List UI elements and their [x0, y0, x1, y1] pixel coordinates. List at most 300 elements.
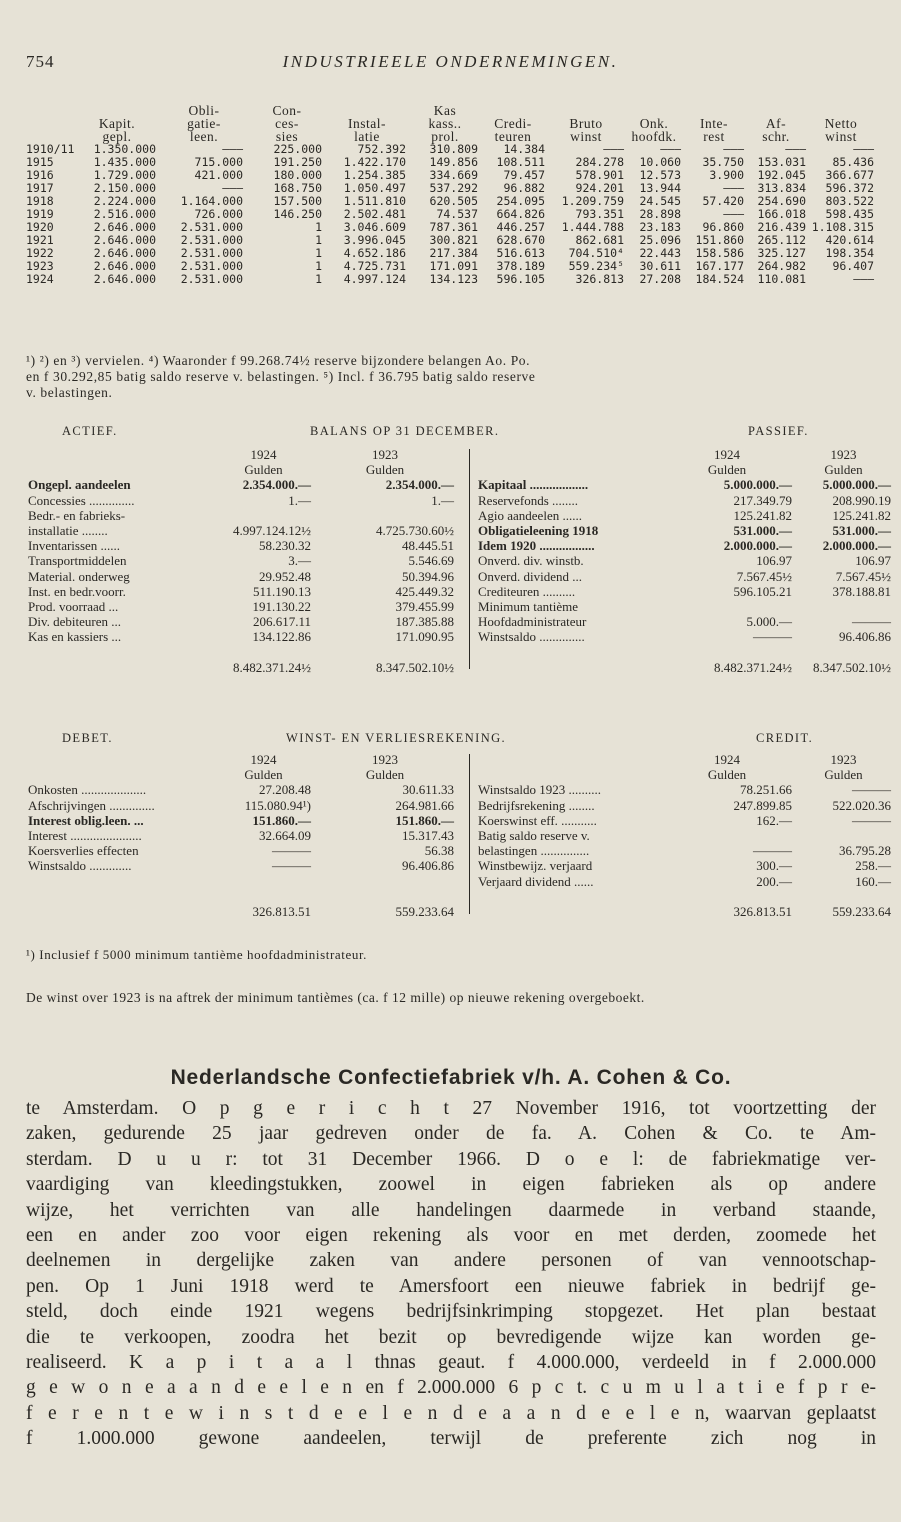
year-label: 1924: [250, 752, 277, 767]
column-heading: Af-: [765, 116, 787, 131]
value-cell: 704.510⁴: [568, 246, 624, 260]
text-line: zaken, gedurende 25 jaar gedreven onder de fa. A. Cohen & Co. te Am-: [26, 1123, 876, 1145]
value-cell: 12.573: [639, 168, 681, 182]
total-1924: 326.813.51: [733, 903, 792, 919]
value-cell: 1.108.315: [811, 220, 874, 234]
year-cell: 1924: [26, 272, 54, 286]
value-1924: 125.241.82: [733, 507, 792, 523]
value-cell: 2.646.000: [93, 259, 156, 273]
account-row: [26, 507, 891, 523]
total-1923: 559.233.64: [395, 903, 454, 919]
value-1923: 151.860.—: [395, 812, 454, 828]
value-cell: 57.420: [702, 194, 744, 208]
value-1923: 171.090.95: [395, 629, 454, 645]
value-cell: 516.613: [496, 246, 545, 260]
value-1923: 5.000.000.—: [822, 477, 891, 493]
column-divider: [469, 449, 470, 669]
unit-header-row: [26, 462, 876, 477]
value-1923: 208.990.19: [832, 492, 891, 508]
value-cell: 2.646.000: [93, 220, 156, 234]
line-item-label: belastingen ...............: [478, 843, 590, 859]
line-item-label: Onverd. dividend ...: [478, 568, 582, 584]
table-row: [26, 272, 876, 285]
column-heading: sies: [275, 129, 299, 144]
value-1923: 522.020.36: [832, 797, 891, 813]
text-line: f 1.000.000 gewone aandeelen, terwijl de preferente zich nog in: [26, 1428, 876, 1450]
line-item-label: Idem 1920 .................: [478, 538, 595, 554]
year-cell: 1921: [26, 233, 54, 247]
value-1923: 425.449.32: [395, 583, 454, 599]
value-cell: ———: [853, 142, 874, 156]
account-row: [26, 477, 891, 493]
account-row: [26, 522, 891, 538]
value-cell: 1.209.759: [561, 194, 624, 208]
table-row: [26, 246, 876, 259]
line-item-label: Kas en kassiers ...: [28, 629, 122, 645]
value-cell: 1: [315, 272, 322, 286]
value-cell: 13.944: [639, 181, 681, 195]
value-cell: 151.860: [695, 233, 744, 247]
account-row: [26, 553, 891, 569]
value-1924: 1.—: [288, 492, 311, 508]
page-number: 754: [26, 52, 55, 71]
value-cell: ———: [723, 207, 744, 221]
value-cell: 620.505: [429, 194, 478, 208]
value-1924: 32.664.09: [259, 827, 311, 843]
value-cell: 1: [315, 246, 322, 260]
value-1924: 58.230.32: [259, 538, 311, 554]
line-item-label: Minimum tantième: [478, 598, 579, 614]
total-1924: 326.813.51: [252, 903, 311, 919]
value-cell: ———: [660, 142, 681, 156]
account-row: [26, 599, 876, 614]
value-cell: 2.531.000: [180, 233, 243, 247]
column-heading: Inte-: [700, 116, 728, 131]
value-1923: 5.546.69: [408, 553, 454, 569]
value-1924: 4.997.124.12½: [233, 522, 311, 538]
account-row: [26, 492, 891, 508]
account-row: [26, 828, 876, 843]
line-item-label: Hoofdadministrateur: [478, 614, 587, 630]
header-row: [26, 129, 876, 142]
value-1923: 96.406.86: [402, 858, 454, 874]
column-heading: Credi-: [494, 116, 532, 131]
line-item-label: Winstbewijz. verjaard: [478, 858, 593, 874]
year-header-row: [26, 447, 876, 462]
note-line: v. belastingen.: [26, 385, 113, 400]
table-row: [26, 181, 876, 194]
text-line: steld, doch einde 1921 wegens bedrijfsinkrimping stopgezet. Het plan bestaat: [26, 1301, 876, 1323]
value-cell: 2.224.000: [93, 194, 156, 208]
account-row: [26, 873, 891, 889]
line-item-label: Koersverlies effecten: [28, 843, 139, 859]
value-cell: 1: [315, 233, 322, 247]
line-item-label: Koerswinst eff. ...........: [478, 812, 597, 828]
unit-label: Gulden: [244, 767, 283, 783]
value-cell: 787.361: [429, 220, 478, 234]
value-1924: 5.000.—: [746, 614, 792, 630]
value-cell: 149.856: [429, 155, 478, 169]
value-1924: ———: [272, 858, 311, 874]
unit-label: Gulden: [824, 767, 863, 783]
text-line: vaardiging van kleedingstukken, zoowel in eigen fabrieken als op andere: [26, 1174, 876, 1196]
unit-label: Gulden: [244, 462, 283, 478]
value-cell: 216.439: [757, 220, 806, 234]
value-cell: 265.112: [757, 233, 806, 247]
column-heading: Onk.: [639, 116, 669, 131]
value-cell: 168.750: [273, 181, 322, 195]
line-item-label: Concessies ..............: [28, 492, 135, 508]
account-row: [26, 583, 891, 599]
value-1923: 30.611.33: [402, 782, 454, 798]
value-cell: 578.901: [575, 168, 624, 182]
value-1924: ———: [753, 629, 792, 645]
value-cell: ———: [785, 142, 806, 156]
value-1924: 247.899.85: [733, 797, 792, 813]
page-header: [26, 52, 875, 76]
value-1923: ———: [852, 614, 891, 630]
year-label: 1923: [372, 752, 398, 767]
value-cell: ———: [723, 142, 744, 156]
value-1923: ———: [852, 812, 891, 828]
column-heading: Obli-: [188, 103, 220, 118]
line-item-label: Ongepl. aandeelen: [28, 477, 131, 493]
value-cell: 537.292: [429, 181, 478, 195]
value-cell: 30.611: [639, 259, 681, 273]
value-cell: 284.278: [575, 155, 624, 169]
value-cell: 158.586: [695, 246, 744, 260]
value-cell: 1: [315, 220, 322, 234]
value-cell: 1.511.810: [343, 194, 406, 208]
value-cell: 184.524: [695, 272, 744, 286]
value-1924: 2.000.000.—: [723, 538, 792, 554]
value-cell: 191.250: [273, 155, 322, 169]
value-1924: 134.122.86: [252, 629, 311, 645]
value-cell: 74.537: [436, 207, 478, 221]
value-1923: 125.241.82: [832, 507, 891, 523]
value-1923: 7.567.45½: [835, 568, 891, 584]
account-row: [26, 614, 891, 630]
value-1924: 2.354.000.—: [242, 477, 311, 493]
value-cell: 4.725.731: [343, 259, 406, 273]
value-cell: 167.177: [695, 259, 744, 273]
value-1923: 4.725.730.60½: [376, 522, 454, 538]
value-1923: 531.000.—: [832, 522, 891, 538]
value-1923: 48.445.51: [402, 538, 454, 554]
value-1923: 36.795.28: [839, 843, 891, 859]
profit-note: De winst over 1923 is na aftrek der minimum tantièmes (ca. f 12 mille) op nieuwe rekening overgeboekt.: [26, 990, 645, 1005]
value-cell: 157.500: [273, 194, 322, 208]
table-row: [26, 220, 876, 233]
value-cell: 3.046.609: [343, 220, 406, 234]
text-line: realiseerd. K a p i t a a l thnas geaut. f 4.000.000, verdeeld in f 2.000.000: [26, 1351, 876, 1373]
year-label: 1924: [714, 447, 740, 462]
total-1923: 559.233.64: [832, 903, 891, 919]
value-1924: 151.860.—: [252, 812, 311, 828]
header-row: [26, 103, 876, 116]
unit-label: Gulden: [824, 462, 863, 478]
line-item-label: Agio aandeelen ......: [478, 507, 582, 523]
header-row: [26, 116, 876, 129]
value-cell: 421.000: [194, 168, 243, 182]
table-row: [26, 168, 876, 181]
value-cell: 378.189: [496, 259, 545, 273]
value-cell: 10.060: [639, 155, 681, 169]
column-heading: kass..: [428, 116, 462, 131]
value-cell: 1.164.000: [180, 194, 243, 208]
value-1924: 7.567.45½: [736, 568, 792, 584]
year-cell: 1919: [26, 207, 54, 221]
year-cell: 1910/11: [26, 142, 75, 156]
value-1924: 511.190.13: [252, 583, 311, 599]
value-cell: 22.443: [639, 246, 681, 260]
company-description: [26, 1096, 876, 1451]
total-1923: 8.347.502.10½: [813, 659, 891, 675]
value-cell: 596.372: [825, 181, 874, 195]
value-1923: ———: [852, 782, 891, 798]
value-1923: 96.406.86: [839, 629, 891, 645]
line-item-label: Afschrijvingen ..............: [28, 797, 155, 813]
value-cell: 2.516.000: [93, 207, 156, 221]
value-cell: 334.669: [429, 168, 478, 182]
value-1923: 258.—: [855, 858, 891, 874]
value-cell: 1.254.385: [343, 168, 406, 182]
line-item-label: Bedrijfsrekening ........: [478, 797, 595, 813]
value-cell: 715.000: [194, 155, 243, 169]
line-item-label: Kapitaal ..................: [478, 477, 589, 493]
year-cell: 1918: [26, 194, 54, 208]
account-row: [26, 782, 891, 798]
total-1923: 8.347.502.10½: [376, 659, 454, 675]
table-row: [26, 233, 876, 246]
value-cell: 4.652.186: [343, 246, 406, 260]
value-cell: 96.407: [832, 259, 874, 273]
year-label: 1923: [830, 752, 857, 767]
value-1923: 378.188.81: [832, 583, 891, 599]
value-1924: 115.080.94¹): [244, 797, 311, 813]
spacer-row: [26, 889, 876, 904]
value-cell: 14.384: [503, 142, 545, 156]
value-cell: 2.531.000: [180, 259, 243, 273]
value-cell: 2.646.000: [93, 246, 156, 260]
line-item-label: Inventarissen ......: [28, 538, 121, 554]
column-heading: Instal-: [348, 116, 386, 131]
line-item-label: Crediteuren ..........: [478, 583, 576, 599]
balance-title: BALANS OP 31 DECEMBER.: [310, 424, 500, 438]
value-cell: 27.208: [639, 272, 681, 286]
value-cell: 1.444.788: [561, 220, 624, 234]
value-1924: 27.208.48: [259, 782, 311, 798]
balance-passief-title: PASSIEF.: [748, 424, 809, 438]
totals-row: [26, 903, 891, 919]
column-heading: Kapit.: [98, 116, 136, 131]
column-heading: gatie-: [187, 116, 221, 131]
year-cell: 1917: [26, 181, 54, 195]
value-cell: 217.384: [429, 246, 478, 260]
unit-header-row: [26, 767, 876, 782]
value-cell: 446.257: [496, 220, 545, 234]
value-cell: 2.646.000: [93, 272, 156, 286]
value-cell: 598.435: [825, 207, 874, 221]
text-line: pen. Op 1 Juni 1918 werd te Amersfoort een nieuwe fabriek in bedrijf ge-: [26, 1275, 876, 1297]
value-cell: 924.201: [575, 181, 624, 195]
value-cell: 254.095: [496, 194, 545, 208]
column-heading: hoofdk.: [631, 129, 677, 144]
value-cell: 85.436: [832, 155, 874, 169]
line-item-label: Prod. voorraad ...: [28, 598, 119, 614]
value-cell: 134.123: [429, 272, 478, 286]
unit-label: Gulden: [365, 462, 405, 478]
value-cell: 2.502.481: [343, 207, 406, 221]
value-cell: 166.018: [757, 207, 806, 221]
text-line: die te verkoopen, zoodra het bezit op bevredigende wijze kan worden ge-: [26, 1326, 876, 1348]
value-1923: 187.385.88: [395, 614, 454, 630]
pl-credit-title: CREDIT.: [756, 731, 814, 745]
text-line: f e r e n t e w i n s t d e e l e n d e a a n d e e l e n, waarvan geplaatst: [26, 1402, 876, 1424]
value-cell: 3.996.045: [343, 233, 406, 247]
year-label: 1923: [372, 447, 398, 462]
column-heading: Netto: [824, 116, 858, 131]
unit-label: Gulden: [707, 462, 747, 478]
column-heading: rest: [703, 129, 725, 144]
column-heading: Kas: [433, 103, 457, 118]
line-item-label: Batig saldo reserve v.: [478, 827, 590, 843]
value-cell: 96.882: [503, 181, 545, 195]
value-1923: 50.394.96: [402, 568, 454, 584]
note-line: ¹) ²) en ³) vervielen. ⁴) Waaronder f 99.268.74½ reserve bijzondere belangen Ao. Po.: [26, 353, 531, 368]
column-heading: schr.: [762, 129, 790, 144]
table-row: [26, 142, 876, 155]
value-cell: 300.821: [429, 233, 478, 247]
value-cell: 1.729.000: [93, 168, 156, 182]
account-row: [26, 812, 891, 828]
history-header: [26, 103, 876, 142]
balance-actief-title: ACTIEF.: [62, 424, 118, 438]
line-item-label: Onverd. div. winstb.: [478, 553, 584, 569]
running-title: INDUSTRIEELE ONDERNEMINGEN.: [282, 52, 619, 71]
value-1924: 200.—: [756, 873, 792, 889]
value-cell: 313.834: [757, 181, 806, 195]
column-heading: Bruto: [569, 116, 603, 131]
history-notes: [26, 353, 876, 401]
year-cell: 1922: [26, 246, 54, 260]
value-cell: 264.982: [757, 259, 806, 273]
column-heading: latie: [354, 129, 380, 144]
year-label: 1924: [250, 447, 277, 462]
value-cell: ———: [723, 181, 744, 195]
value-1924: 191.130.22: [252, 598, 311, 614]
unit-label: Gulden: [365, 767, 405, 783]
value-cell: 2.531.000: [180, 220, 243, 234]
line-item-label: Transportmiddelen: [28, 553, 127, 569]
value-cell: 1: [315, 259, 322, 273]
value-cell: 628.670: [496, 233, 545, 247]
value-1923: 1.—: [431, 492, 454, 508]
value-cell: ———: [222, 142, 243, 156]
line-item-label: Bedr.- en fabrieks-: [28, 507, 126, 523]
value-cell: ———: [853, 272, 874, 286]
value-cell: 180.000: [273, 168, 322, 182]
value-1923: 2.354.000.—: [385, 477, 454, 493]
line-item-label: Inst. en bedr.voorr.: [28, 583, 126, 599]
column-heading: Con-: [272, 103, 302, 118]
value-cell: 2.531.000: [180, 272, 243, 286]
totals-row: [26, 659, 891, 675]
line-item-label: Onkosten ....................: [28, 782, 147, 798]
value-cell: 192.045: [757, 168, 806, 182]
account-row: [26, 797, 891, 813]
value-cell: 79.457: [503, 168, 545, 182]
text-line: g e w o n e a a n d e e l e n en f 2.000.000 6 p c t. c u m u l a t i e f p r e-: [26, 1377, 876, 1399]
pl-footnote: ¹) Inclusief f 5000 minimum tantième hoofdadministrateur.: [26, 947, 368, 962]
column-divider: [469, 754, 470, 914]
value-cell: 146.250: [273, 207, 322, 221]
total-1924: 8.482.371.24½: [233, 659, 311, 675]
value-cell: 793.351: [575, 207, 624, 221]
line-item-label: installatie ........: [28, 522, 108, 538]
account-row: [26, 858, 891, 874]
year-label: 1923: [830, 447, 857, 462]
text-line: sterdam. D u u r: tot 31 December 1966. D o e l: de fabriekmatige ver-: [26, 1148, 876, 1170]
value-1924: 531.000.—: [733, 522, 792, 538]
value-1923: 2.000.000.—: [822, 538, 891, 554]
line-item-label: Reservefonds ........: [478, 492, 579, 508]
value-cell: 366.677: [825, 168, 874, 182]
pl-debet-title: DEBET.: [62, 731, 113, 745]
value-1923: 264.981.66: [395, 797, 454, 813]
table-row: [26, 155, 876, 168]
value-cell: 420.614: [825, 233, 874, 247]
line-item-label: Winstsaldo .............: [28, 858, 132, 874]
value-cell: 326.813: [575, 272, 624, 286]
value-cell: 1.422.170: [343, 155, 406, 169]
value-cell: 1.350.000: [93, 142, 156, 156]
unit-label: Gulden: [707, 767, 747, 783]
year-cell: 1920: [26, 220, 54, 234]
line-item-label: Obligatieleening 1918: [478, 522, 599, 538]
value-cell: ———: [222, 181, 243, 195]
value-cell: 325.127: [757, 246, 806, 260]
text-line: een en ander zoo voor eigen rekening als voor en met derden, zoomede het: [26, 1224, 876, 1246]
value-cell: 803.522: [825, 194, 874, 208]
value-cell: 310.809: [429, 142, 478, 156]
account-row: [26, 568, 891, 584]
line-item-label: Interest ......................: [28, 827, 142, 843]
value-cell: 3.900: [709, 168, 744, 182]
column-heading: teuren: [494, 129, 532, 144]
account-row: [26, 843, 891, 859]
balance-sheet: [26, 447, 891, 675]
value-1924: 217.349.79: [733, 492, 792, 508]
value-cell: 559.234⁵: [568, 259, 624, 273]
value-1924: 29.952.48: [259, 568, 311, 584]
line-item-label: Interest oblig.leen. ...: [28, 812, 144, 828]
line-item-label: Verjaard dividend ......: [478, 873, 594, 889]
column-heading: winst: [825, 129, 857, 144]
value-cell: 2.150.000: [93, 181, 156, 195]
value-cell: 862.681: [575, 233, 624, 247]
line-item-label: Winstsaldo ..............: [478, 629, 585, 645]
value-cell: 225.000: [273, 142, 322, 156]
total-1924: 8.482.371.24½: [714, 659, 792, 675]
column-heading: ces-: [275, 116, 299, 131]
value-cell: 23.183: [639, 220, 681, 234]
value-1924: 3.—: [288, 553, 311, 569]
column-heading: leen.: [189, 129, 219, 144]
value-cell: 1.050.497: [343, 181, 406, 195]
line-item-label: Div. debiteuren ...: [28, 614, 122, 630]
value-1923: 379.455.99: [395, 598, 454, 614]
